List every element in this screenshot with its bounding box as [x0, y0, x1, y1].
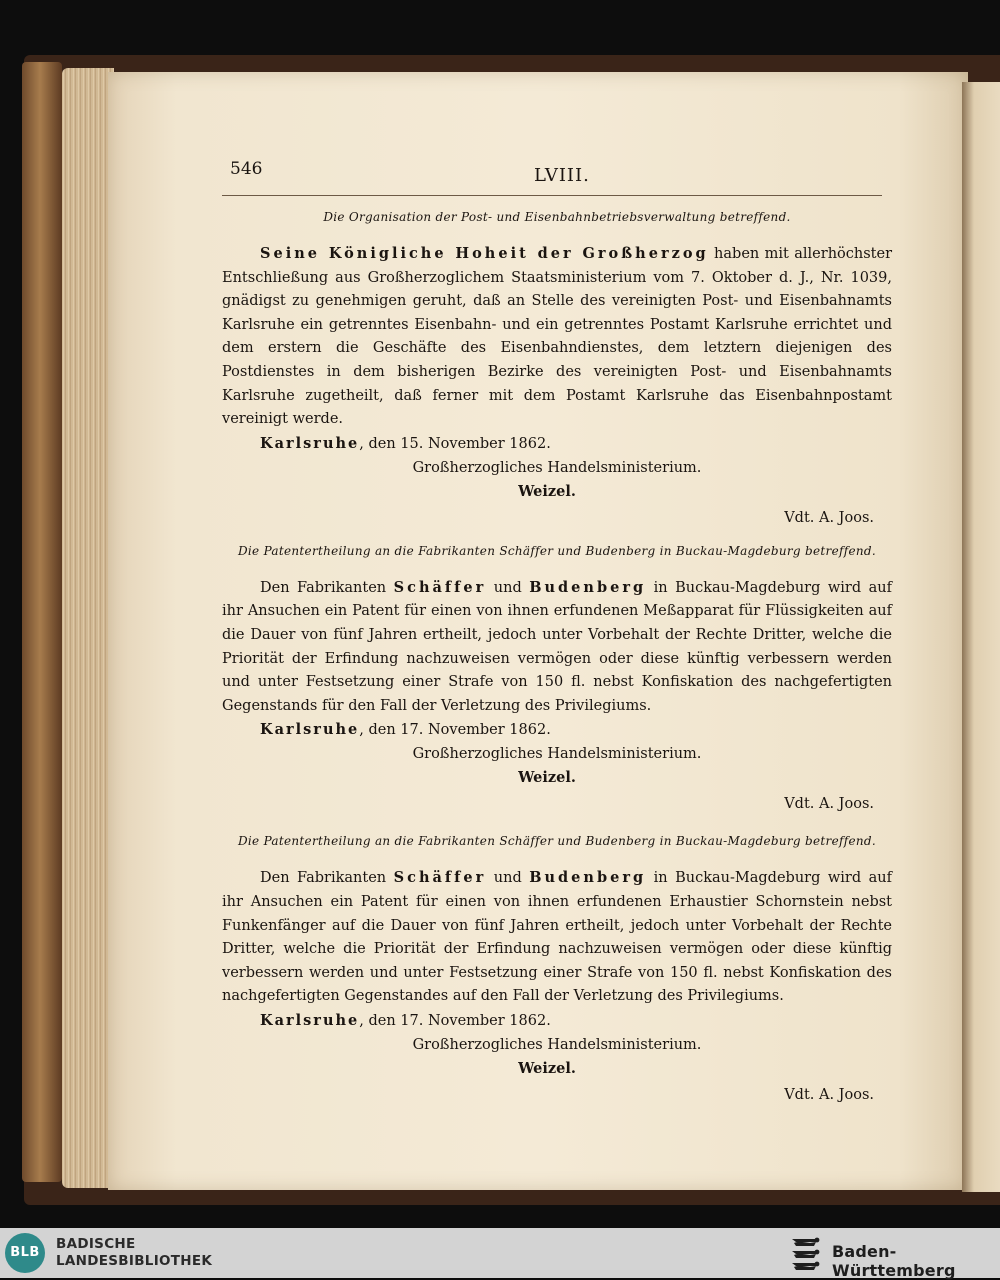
- entry-signer: Weizel.: [518, 769, 576, 787]
- entry-dateline: [260, 432, 892, 456]
- dateline-date: , den 15. November 1862.: [359, 435, 551, 452]
- entry-body: [222, 866, 892, 1009]
- entry-signer: Weizel.: [518, 1059, 576, 1077]
- entry-vdt: Vdt. A. Joos.: [784, 1086, 874, 1103]
- entry-lead: Den Fabrikanten: [260, 870, 394, 887]
- dateline-date: , den 17. November 1862.: [359, 1012, 551, 1029]
- facing-page-edge: [962, 82, 1000, 1192]
- entry-patent-messapparat: [222, 544, 892, 817]
- entry-text: haben mit allerhöchster Entschließung aus Großherzoglichem Staatsministerium vom 7. Oktober d. J., Nr. 1039, gnädigst zu genehmigen geruht, daß an Stelle des vereinigten Post- und Eisenbahnamts Karlsruhe ein getrenntes Eisenbahn- und ein getrenntes Postamt Karlsruhe errichtet und dem erstern die Geschäfte des Eisenbahndienstes, dem letztern diejenigen des Postdienstes in dem bisherigen Bezirke des vereinigten Post- und Eisenbahnamts Karlsruhe zugetheilt, daß ferner mit dem Postamt Karlsruhe das Eisenbahnpostamt vereinigt werde.: [222, 246, 893, 428]
- entry-post-organisation: [222, 210, 892, 530]
- blb-logo[interactable]: BLB: [5, 1233, 45, 1273]
- entry-lead-name-2: Budenberg: [529, 578, 647, 596]
- entry-text: in Buckau-Magdeburg wird auf ihr Ansuchen ein Patent für einen von ihnen erfundenen Meßapparat für Flüssigkeiten auf die Dauer von fünf Jahren ertheilt, jedoch unter Vorbehalt der Rechte Dritter, welche die Priorität der Erfindung nachzuweisen vermögen oder diese künftig verbessern werden und unter Festsetzung einer Strafe von 150 fl. nebst Konfiskation des nachgefertigten Gegenstands für den Fall der Verletzung des Privilegiums.: [222, 579, 893, 714]
- entry-vdt: Vdt. A. Joos.: [784, 796, 874, 813]
- entry-lead-mid: und: [486, 579, 530, 596]
- entry-lead-mid: und: [486, 870, 530, 887]
- library-name-line-2: LANDESBIBLIOTHEK: [56, 1253, 213, 1269]
- entry-ministry: Großherzogliches Handelsministerium.: [412, 459, 702, 476]
- entry-ministry: Großherzogliches Handelsministerium.: [412, 746, 702, 763]
- entry-patent-schornstein: [222, 834, 892, 1107]
- entry-lead-name-1: Schäffer: [393, 869, 487, 887]
- page-stack-edges: [62, 68, 114, 1188]
- entry-dateline: [260, 1009, 892, 1033]
- library-name-line-1: BADISCHE: [56, 1236, 136, 1252]
- dateline-place: Karlsruhe: [260, 434, 360, 452]
- dateline-place: Karlsruhe: [260, 721, 360, 739]
- section-number: LVIII.: [534, 165, 590, 186]
- dateline-date: , den 17. November 1862.: [359, 722, 551, 739]
- entry-dateline: [260, 718, 892, 742]
- page-header: [222, 155, 892, 189]
- entry-body: [222, 576, 892, 719]
- entry-text: in Buckau-Magdeburg wird auf ihr Ansuchen ein Patent für einen von ihnen erfundenen Erhaustier Schornstein nebst Funkenfänger auf die Dauer von fünf Jahren ertheilt, jedoch unter Vorbehalt der Rechte Dritter, welche die Priorität der Erfindung nachzuweisen vermögen oder diese künftig verbessern werden und unter Festsetzung einer Strafe von 150 fl. nebst Konfiskation des nachgefertigten Gegenstandes auf den Fall der Verletzung des Privilegiums.: [222, 870, 893, 1005]
- entry-vdt: Vdt. A. Joos.: [784, 509, 874, 526]
- baden-wuerttemberg-lions-icon[interactable]: [788, 1233, 824, 1273]
- book-spine-edge: [22, 62, 62, 1182]
- entry-signer: Weizel.: [518, 482, 576, 500]
- entry-lead-name-1: Schäffer: [393, 578, 487, 596]
- page-content: [222, 155, 892, 1107]
- page-number: 546: [230, 159, 263, 179]
- library-name[interactable]: [56, 1236, 212, 1270]
- entry-lead: Seine Königliche Hoheit der Großherzog: [260, 245, 709, 262]
- entry-title: Die Organisation der Post- und Eisenbahnbetriebsverwaltung betreffend.: [323, 210, 791, 224]
- entry-lead-name-2: Budenberg: [529, 869, 647, 887]
- state-name[interactable]: Baden-Württemberg: [832, 1242, 956, 1280]
- viewer-footer-bar: [0, 1228, 1000, 1278]
- header-rule: [222, 195, 882, 196]
- entry-title: Die Patentertheilung an die Fabrikanten Schäffer und Budenberg in Buckau-Magdeburg betreffend.: [238, 543, 876, 558]
- entry-body: [222, 242, 892, 432]
- entry-title: Die Patentertheilung an die Fabrikanten Schäffer und Budenberg in Buckau-Magdeburg betreffend.: [238, 834, 876, 849]
- entry-ministry: Großherzogliches Handelsministerium.: [412, 1036, 702, 1053]
- entry-lead: Den Fabrikanten: [260, 579, 394, 596]
- dateline-place: Karlsruhe: [260, 1011, 360, 1029]
